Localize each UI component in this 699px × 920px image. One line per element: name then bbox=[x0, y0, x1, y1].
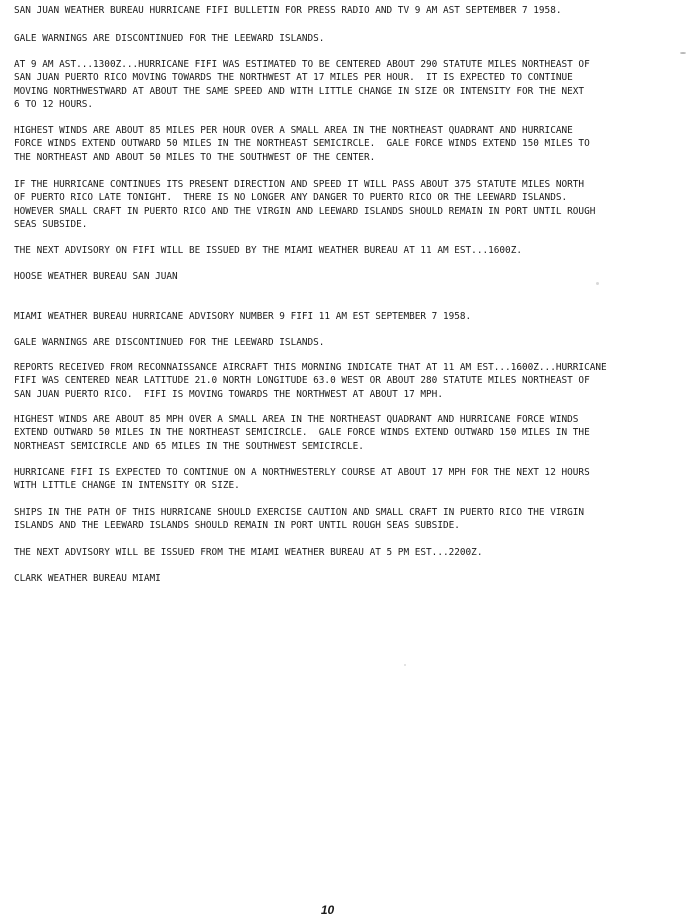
san-juan-next-advisory: THE NEXT ADVISORY ON FIFI WILL BE ISSUED BY THE MIAMI WEATHER BUREAU AT 11 AM EST...1600Z. bbox=[14, 245, 522, 256]
scan-speck bbox=[404, 664, 406, 666]
miami-next-advisory: THE NEXT ADVISORY WILL BE ISSUED FROM THE MIAMI WEATHER BUREAU AT 5 PM EST...2200Z. bbox=[14, 547, 483, 558]
scan-speck bbox=[596, 282, 599, 285]
miami-winds-paragraph: HIGHEST WINDS ARE ABOUT 85 MPH OVER A SMALL AREA IN THE NORTHEAST QUADRANT AND HURRICANE FORCE WINDS EXTEND OUTWARD 50 MILES IN THE NORTHEAST SEMICIRCLE. GALE FORCE WINDS EXTEND OUTWARD 150 MILES IN THE NORTHEAST SEMICIRCLE AND 65 MILES IN THE SOUTHWEST SEMICIRCLE. bbox=[14, 414, 590, 452]
miami-advisory-heading: MIAMI WEATHER BUREAU HURRICANE ADVISORY NUMBER 9 FIFI 11 AM EST SEPTEMBER 7 1958. bbox=[14, 311, 472, 322]
page-number: 10 bbox=[320, 903, 335, 917]
san-juan-outlook-paragraph: IF THE HURRICANE CONTINUES ITS PRESENT DIRECTION AND SPEED IT WILL PASS ABOUT 375 STATUTE MILES NORTH OF PUERTO RICO LATE TONIGHT. THERE IS NO LONGER ANY DANGER TO PUERTO RICO OR THE LEEWARD ISLANDS. HOWEVER SMALL CRAFT IN PUERTO RICO AND THE VIRGIN AND LEEWARD ISLANDS SHOULD REMAIN IN PORT UNTIL ROUGH SEAS SUBSIDE. bbox=[14, 179, 596, 231]
miami-signature: CLARK WEATHER BUREAU MIAMI bbox=[14, 573, 161, 584]
miami-reports-paragraph: REPORTS RECEIVED FROM RECONNAISSANCE AIRCRAFT THIS MORNING INDICATE THAT AT 11 AM EST...1600Z...HURRICANE FIFI WAS CENTERED NEAR LATITUDE 21.0 NORTH LONGITUDE 63.0 WEST OR ABOUT 280 STATUTE MILES NORTHEAST OF SAN JUAN PUERTO RICO. FIFI IS MOVING TOWARDS THE NORTHWEST AT ABOUT 17 MPH. bbox=[14, 362, 607, 400]
scan-speck bbox=[680, 52, 686, 54]
san-juan-winds-paragraph: HIGHEST WINDS ARE ABOUT 85 MILES PER HOUR OVER A SMALL AREA IN THE NORTHEAST QUADRANT AND HURRICANE FORCE WINDS EXTEND OUTWARD 50 MILES IN THE NORTHEAST SEMICIRCLE. GALE FORCE WINDS EXTEND 150 MILES TO THE NORTHEAST AND ABOUT 50 MILES TO THE SOUTHWEST OF THE CENTER. bbox=[14, 125, 590, 163]
miami-course-paragraph: HURRICANE FIFI IS EXPECTED TO CONTINUE ON A NORTHWESTERLY COURSE AT ABOUT 17 MPH FOR THE NEXT 12 HOURS WITH LITTLE CHANGE IN INTENSITY OR SIZE. bbox=[14, 467, 590, 492]
san-juan-bulletin-heading: SAN JUAN WEATHER BUREAU HURRICANE FIFI BULLETIN FOR PRESS RADIO AND TV 9 AM AST SEPTEMBER 7 1958. bbox=[14, 5, 562, 16]
san-juan-signature: HOOSE WEATHER BUREAU SAN JUAN bbox=[14, 271, 178, 282]
miami-ships-paragraph: SHIPS IN THE PATH OF THIS HURRICANE SHOULD EXERCISE CAUTION AND SMALL CRAFT IN PUERTO RICO THE VIRGIN ISLANDS AND THE LEEWARD ISLANDS SHOULD REMAIN IN PORT UNTIL ROUGH SEAS SUBSIDE. bbox=[14, 507, 585, 532]
miami-gale-warnings: GALE WARNINGS ARE DISCONTINUED FOR THE LEEWARD ISLANDS. bbox=[14, 337, 325, 348]
san-juan-position-paragraph: AT 9 AM AST...1300Z...HURRICANE FIFI WAS ESTIMATED TO BE CENTERED ABOUT 290 STATUTE MILES NORTHEAST OF SAN JUAN PUERTO RICO MOVING TOWARDS THE NORTHWEST AT 17 MILES PER HOUR. IT IS EXPECTED TO CONTINUE MOVING NORTHWESTWARD AT ABOUT THE SAME SPEED AND WITH LITTLE CHANGE IN SIZE OR INTENSITY FOR THE NEXT 6 TO 12 HOURS. bbox=[14, 59, 590, 111]
san-juan-gale-warnings: GALE WARNINGS ARE DISCONTINUED FOR THE LEEWARD ISLANDS. bbox=[14, 33, 325, 44]
